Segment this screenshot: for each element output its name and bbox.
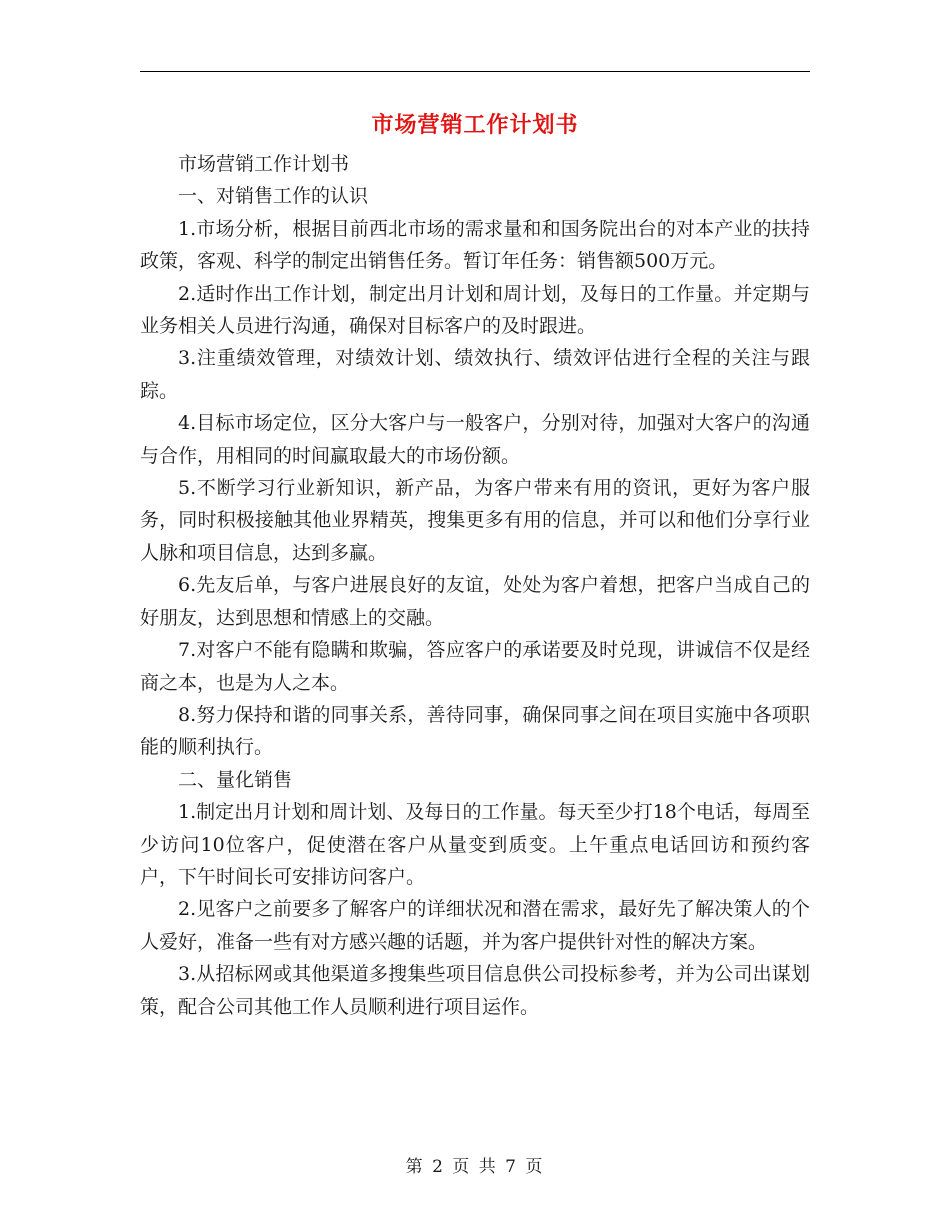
paragraph-1-5: 5.不断学习行业新知识，新产品，为客户带来有用的资讯，更好为客户服务，同时积极接触其他业界精英，搜集更多有用的信息，并可以和他们分享行业人脉和项目信息，达到多赢。 (140, 477, 810, 564)
paragraph-2-1: 1.制定出月计划和周计划、及每日的工作量。每天至少打18个电话，每周至少访问10位客户，促使潜在客户从量变到质变。上午重点电话回访和预约客户，下午时间长可安排访问客户。 (140, 801, 810, 888)
paragraph-doc-heading: 市场营销工作计划书 (178, 153, 350, 175)
header-rule (140, 71, 810, 72)
paragraph-1-7: 7.对客户不能有隐瞒和欺骗，答应客户的承诺要及时兑现，讲诚信不仅是经商之本，也是为人之本。 (140, 639, 810, 694)
paragraph-1-2: 2.适时作出工作计划，制定出月计划和周计划，及每日的工作量。并定期与业务相关人员进行沟通，确保对目标客户的及时跟进。 (140, 282, 810, 338)
section-heading-2: 二、量化销售 (178, 768, 293, 791)
document-body (140, 148, 810, 1023)
paragraph-1-3: 3.注重绩效管理，对绩效计划、绩效执行、绩效评估进行全程的关注与跟踪。 (140, 347, 810, 402)
paragraph-1-4: 4.目标市场定位，区分大客户与一般客户，分别对待，加强对大客户的沟通与合作，用相同的时间赢取最大的市场份额。 (140, 412, 810, 467)
document-title: 市场营销工作计划书 (371, 113, 579, 138)
paragraph-2-2: 2.见客户之前要多了解客户的详细状况和潜在需求，最好先了解决策人的个人爱好，准备一些有对方感兴趣的话题，并为客户提供针对性的解决方案。 (140, 898, 810, 953)
paragraph-2-3: 3.从招标网或其他渠道多搜集些项目信息供公司投标参考，并为公司出谋划策，配合公司其他工作人员顺利进行项目运作。 (140, 963, 810, 1018)
page-number: 第 2 页 共 7 页 (405, 1157, 545, 1177)
paragraph-1-8: 8.努力保持和谐的同事关系，善待同事，确保同事之间在项目实施中各项职能的顺利执行。 (140, 703, 810, 759)
paragraph-1-1: 1.市场分析，根据目前西北市场的需求量和和国务院出台的对本产业的扶持政策，客观、科学的制定出销售任务。暂订年任务：销售额500万元。 (140, 217, 810, 273)
section-heading-1: 一、对销售工作的认识 (178, 185, 369, 208)
paragraph-1-6: 6.先友后单，与客户进展良好的友谊，处处为客户着想，把客户当成自己的好朋友，达到思想和情感上的交融。 (140, 574, 810, 629)
